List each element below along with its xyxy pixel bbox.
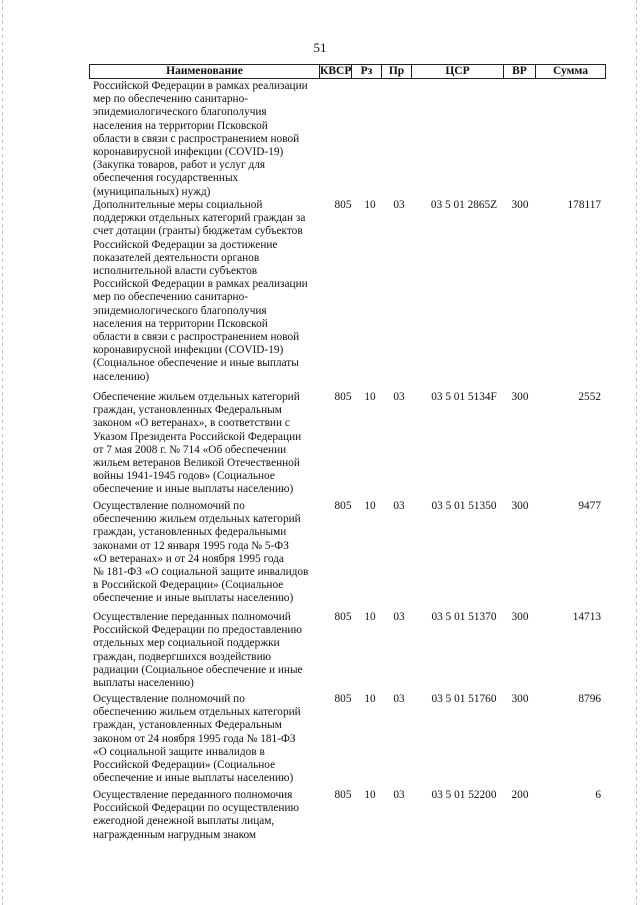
row-csr: 03 5 01 52200 [431,789,497,801]
row-csr: 03 5 01 2865Z [430,199,498,211]
row-pr: 03 [393,199,405,211]
row-vr: 300 [511,391,529,403]
row-rz: 10 [364,199,376,211]
row-sum: 8796 [578,693,601,705]
row-rz: 10 [364,500,376,512]
row-csr: 03 5 01 51760 [431,693,497,705]
row-name: Российской Федерации в рамках реализации мер по обеспечению санитарно- эпидемиологического благополучия населения на территории Псковской области в связи с распространением новой коронавирусной инфекции (COVID-19) (Закупка товаров, работ и услуг для обеспечения государственных (муниципальных) нужд) [93,80,308,198]
row-vr: 200 [511,789,529,801]
scan-edge-left [2,0,3,905]
row-sum: 6 [595,789,601,801]
header-rz: Рз [352,65,382,78]
row-kvsr: 805 [334,391,352,403]
header-vr: ВР [504,65,536,78]
row-rz: 10 [364,391,376,403]
row-pr: 03 [393,693,405,705]
row-csr: 03 5 01 51350 [431,500,497,512]
row-rz: 10 [364,693,376,705]
row-kvsr: 805 [334,611,352,623]
row-sum: 2552 [578,391,601,403]
row-name: Осуществление переданного полномочия Российской Федерации по осуществлению ежегодной денежной выплаты лицам, награжденным нагрудным знаком [93,789,299,841]
row-vr: 300 [511,500,529,512]
header-sum: Сумма [553,65,588,77]
header-kvsr: КВСР [320,65,352,77]
header-csr: ЦСР [412,65,504,78]
table-header [89,64,606,79]
row-kvsr: 805 [334,789,352,801]
row-csr: 03 5 01 51370 [431,611,497,623]
row-vr: 300 [511,693,529,705]
row-name: Обеспечение жильем отдельных категорий граждан, установленных Федеральным законом «О ветеранах», в соответствии с Указом Президента Российской Федерации от 7 мая 2008 г. № 714 «Об обеспечении жильем ветеранов Великой Отечественной войны 1941-1945 годов» (Социальное обеспечение и иные выплаты населению) [93,391,302,496]
row-pr: 03 [393,500,405,512]
row-pr: 03 [393,789,405,801]
row-vr: 300 [511,199,529,211]
row-rz: 10 [364,789,376,801]
row-name: Дополнительные меры социальной поддержки отдельных категорий граждан за счет дотации (гранты) бюджетам субъектов Российской Федерации за достижение показателей деятельности органов исполнительной власти субъектов Российской Федерации в рамках реализации мер по обеспечению санитарно- эпидемиологического благополучия населения на территории Псковской области в связи с распространением новой коронавирусной инфекции (COVID-19) (Социальное обеспечение и иные выплаты населению) [93,199,308,383]
row-pr: 03 [393,611,405,623]
page-number: 51 [313,40,327,55]
row-kvsr: 805 [334,199,352,211]
row-name: Осуществление полномочий по обеспечению жильем отдельных категорий граждан, установленных Федеральным законом от 24 ноября 1995 года № 181-ФЗ «О социальной защите инвалидов в Российской Федерации» (Социальное обеспечение и иные выплаты населению) [93,693,301,785]
row-kvsr: 805 [334,693,352,705]
row-name: Осуществление полномочий по обеспечению жильем отдельных категорий граждан, установленных федеральными законами от 12 января 1995 года № 5-ФЗ «О ветеранах» и от 24 ноября 1995 года № 181-ФЗ «О социальной защите инвалидов в Российской Федерации» (Социальное обеспечение и иные выплаты населению) [93,500,309,605]
row-sum: 14713 [572,611,601,623]
row-rz: 10 [364,611,376,623]
row-sum: 178117 [567,199,601,211]
row-sum: 9477 [578,500,601,512]
row-vr: 300 [511,611,529,623]
row-name: Осуществление переданных полномочий Российской Федерации по предоставлению отдельных мер социальной поддержки граждан, подвергшихся воздействию радиации (Социальное обеспечение и иные выплаты населению) [93,611,303,690]
row-pr: 03 [393,391,405,403]
row-kvsr: 805 [334,500,352,512]
header-name: Наименование [90,65,320,78]
header-pr: Пр [382,65,412,78]
row-csr: 03 5 01 5134F [431,391,497,403]
scan-edge-right [636,0,637,905]
